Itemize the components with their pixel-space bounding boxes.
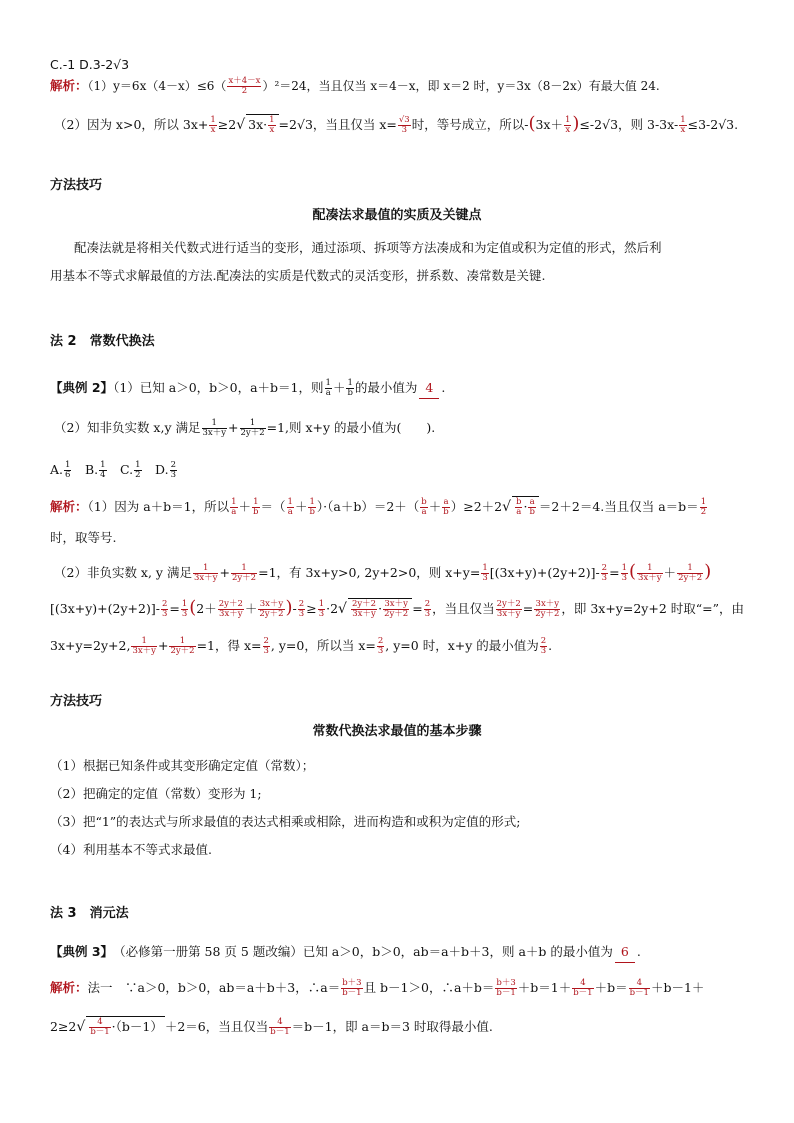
tip-2-step-4: （4）利用基本不等式求最值. [50, 842, 212, 857]
options-cd: C.-1 D.3-2√3 [50, 57, 130, 72]
example-3-analysis-l1: 解析：法一 ∵a＞0，b＞0，ab＝a＋b＋3，∴a＝ $\frac{b+3}{b-1}$ 且 b－1＞0，∴a＋b＝ $\frac{b+3}{b-1}$ ＋b＝1＋ $\frac{4}{b-1}$ ＋b＝ $\frac{4}{b-1}$ ＋b－1＋ [50, 978, 705, 998]
example-2-q2: （2）知非负实数 x,y 满足 $\frac{1}{3x+y}$ + $\frac{1}{2y+2}$ =1,则 x+y 的最小值为( ). [54, 418, 436, 438]
tip-2-step-1: （1）根据已知条件或其变形确定定值（常数）； [50, 758, 315, 773]
method-2-title: 法 2 常数代换法 [50, 334, 155, 349]
answer-blank-3: 6 [615, 942, 635, 963]
tip-2-step-3: （3）把“1”的表达式与所求最值的表达式相乘或相除，进而构造和或积为定值的形式; [50, 814, 521, 829]
example-2-analysis-2-l1: （2）非负实数 x, y 满足 $\frac{1}{3x+y}$ + $\frac{1}{2y+2}$ =1，有 3x+y>0, 2y+2>0，则 x+y= $\frac{1}{3}$ [(3x+y)+(2y+2)]- $\frac{2}{3}$ = $\frac{1}{3}$ ( $\frac{1}{3x+y}$ ＋ $\frac{1}{2y+2}$ ) [54, 561, 712, 583]
tip-2-step-2: （2）把确定的定值（常数）变形为 1; [50, 786, 262, 801]
analysis-label: 解析： [50, 499, 88, 514]
method-tip-label: 方法技巧 [50, 178, 103, 193]
answer-blank: 4 [419, 378, 439, 399]
tip-2-title: 常数代换法求最值的基本步骤 [312, 724, 482, 739]
example-2-q1: 【典例 2】（1）已知 a＞0，b＞0，a＋b＝1，则 $\frac{1}{a}$ ＋ $\frac{1}{b}$ 的最小值为 4 . [50, 378, 446, 398]
example-label-3: 【典例 3】 [50, 944, 107, 959]
method-tip-label-2: 方法技巧 [50, 694, 103, 709]
analysis-label: 解析： [50, 78, 88, 93]
tip-body-line-1: 配凑法就是将相关代数式进行适当的变形，通过添项、拆项等方法凑成和为定值或积为定值的形式，然后利 [74, 240, 662, 255]
tip-body-line-2: 用基本不等式求解最值的方法.配凑法的实质是代数式的灵活变形，拼系数、凑常数是关键. [50, 268, 546, 283]
example-2-analysis-2-l3: 3x+y=2y+2, $\frac{1}{3x+y}$ + $\frac{1}{2y+2}$ =1，得 x= $\frac{2}{3}$ , y=0，所以当 x= $\frac{2}{3}$ , y=0 时，x+y 的最小值为 $\frac{2}{3}$ . [50, 636, 553, 656]
analysis-label-3: 解析： [50, 980, 88, 995]
example-2-analysis-1-tail: 时，取等号. [50, 530, 117, 545]
example-3-analysis-l2: 2≥2√ $\frac{4}{b-1}$ ·（b－1） ＋2＝6，当且仅当 $\frac{4}{b-1}$ ＝b－1，即 a＝b＝3 时取得最小值. [50, 1017, 493, 1037]
analysis-2-line: （2）因为 x>0，所以 3x+ $\frac{1}{x}$ ≥2√ 3x· $\frac{1}{x}$ =2√3，当且仅当 x= $\frac{√3}{3}$ 时，等号成立，所以-(3x＋ $\frac{1}{x}$ )≤-2√3，则 3-3x- $\frac{1}{x}$ ≤3-2√3. [54, 113, 739, 135]
tip-title: 配凑法求最值的实质及关键点 [312, 208, 482, 223]
method-3-title: 法 3 消元法 [50, 906, 129, 921]
example-3-question: 【典例 3】 （必修第一册第 58 页 5 题改编）已知 a＞0，b＞0，ab＝a＋b＋3，则 a＋b 的最小值为 6 . [50, 942, 754, 963]
example-2-analysis-1: 解析：（1）因为 a＋b＝1，所以 $\frac{1}{a}$ ＋ $\frac{1}{b}$ ＝（ $\frac{1}{a}$ ＋ $\frac{1}{b}$ ）·（a＋b）＝2＋（ $\frac{b}{a}$ ＋ $\frac{a}{b}$ ）≥2＋2√ $\frac{b}{a}$ · $\frac{a}{b}$ ＝2＋2＝4.当且仅当 a＝b＝ $\frac{1}{2}$ [50, 497, 707, 517]
example-label: 【典例 2】 [50, 380, 114, 395]
analysis-1-line: 解析：（1）y＝6x（4－x）≤6（ $\frac{x+4-x}{2}$ ）²＝24，当且仅当 x＝4－x，即 x＝2 时，y＝3x（8－2x）有最大值 24. [50, 76, 660, 96]
example-2-analysis-2-l2: [(3x+y)+(2y+2)]- $\frac{2}{3}$ = $\frac{1}{3}$ (2＋ $\frac{2y+2}{3x+y}$ ＋ $\frac{3x+y}{2y+2}$ )- $\frac{2}{3}$ ≥ $\frac{1}{3}$ ·2√ $\frac{2y+2}{3x+y}$ · $\frac{3x+y}{2y+2}$ = $\frac{2}{3}$ ，当且仅当 $\frac{2y+2}{3x+y}$ = $\frac{3x+y}{2y+2}$ ，即 3x+y=2y+2 时取“=”，由 [50, 597, 745, 619]
example-2-options: A. $\frac{1}{6}$ B. $\frac{1}{4}$ C. $\frac{1}{2}$ D. $\frac{2}{3}$ [50, 460, 177, 480]
